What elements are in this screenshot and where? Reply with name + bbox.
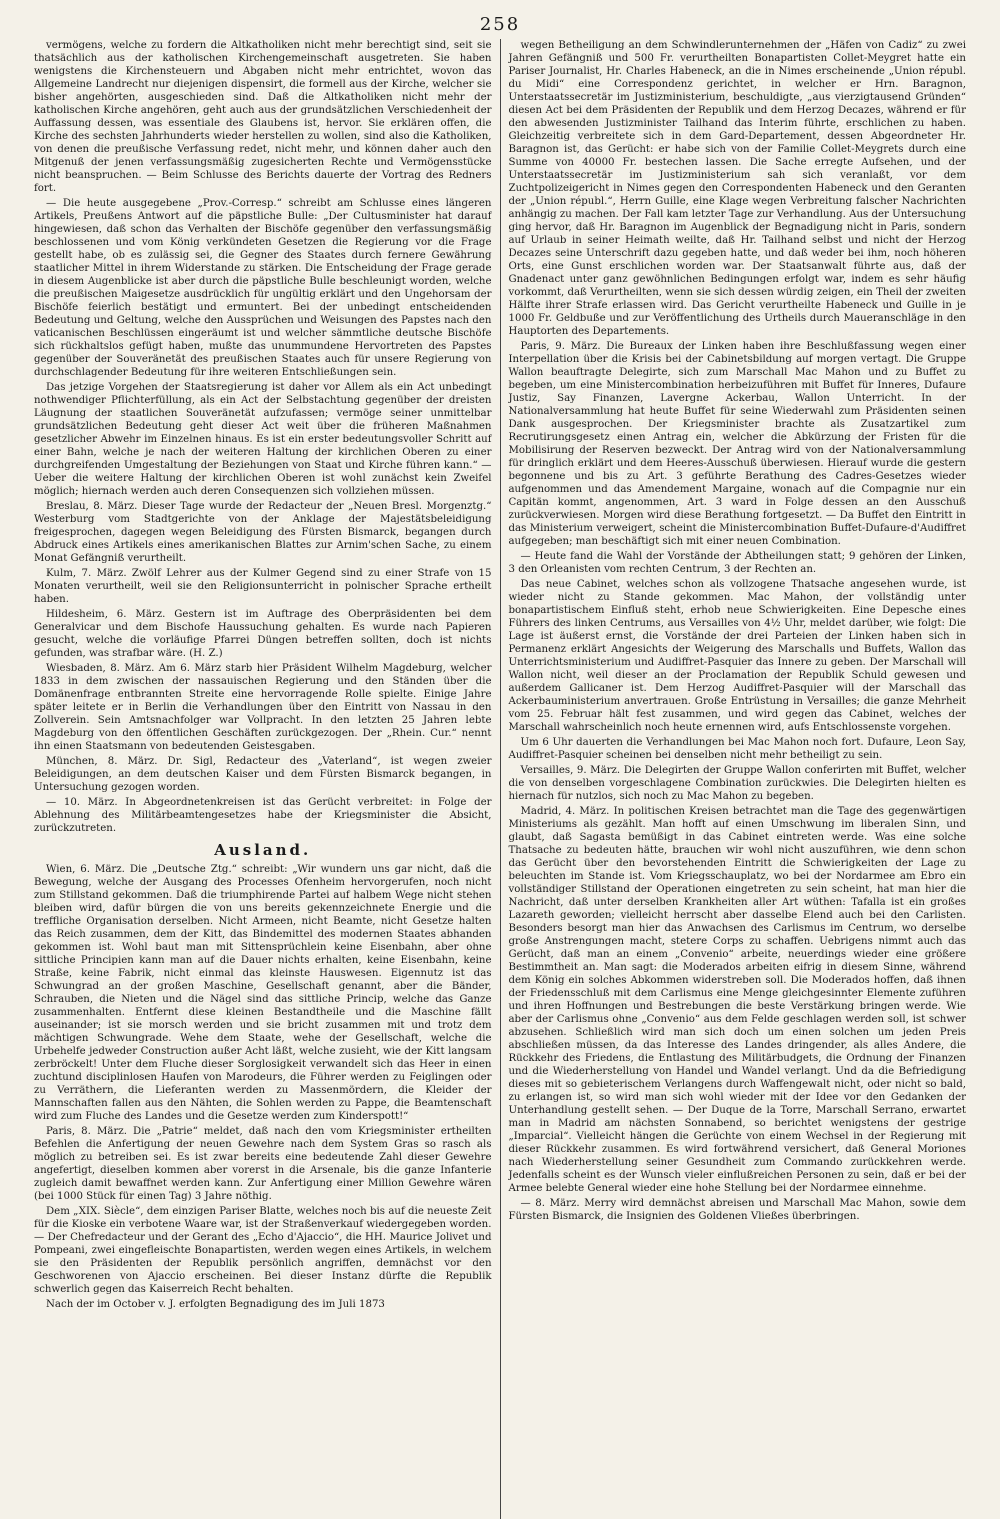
paragraph: — 10. März. In Abgeordnetenkreisen ist das Gerücht verbreitet: in Folge der Ablehnung des Militärbeamtengesetzes habe der Kriegsminister die Absicht, zurückzutreten. bbox=[34, 797, 492, 834]
paragraph: — Heute fand die Wahl der Vorstände der Abtheilungen statt; 9 gehören der Linken, 3 den Orleanisten vom rechten Centrum, 3 der Rechten an. bbox=[508, 551, 966, 575]
paragraph: Madrid, 4. März. In politischen Kreisen betrachtet man die Tage des gegenwärtigen Ministeriums als gezählt. Man hofft auf einen Umschwung im liberalen Sinn, und glaubt, daß Sagasta bemüßigt in das Cabinet eintreten werde. Was eine solche Thatsache zu bedeuten hätte, brauchen wir wohl nicht auszuführen, wie denn schon das Gerücht über den bevorstehenden Eintritt die Schwierigkeiten der Lage zu beleuchten im Stande ist. Vom Kriegsschauplatz, wo bei der Nordarmee am Ebro ein vollständiger Stillstand der Operationen eingetreten zu sein scheint, hat man hier die Nachricht, daß unter derselben Krankheiten aller Art wüthen: Tafalla ist ein großes Lazareth geworden; vielleicht herrscht aber dasselbe Elend auch bei den Carlisten. Besonders besorgt man hier das Anwachsen des Carlismus im Centrum, wo derselbe große Anstrengungen macht, stetere Corps zu schaffen. Uebrigens nimmt auch das Gerücht, daß man an einem „Convenio“ arbeite, neuerdings wieder eine größere Bestimmtheit an. Man sagt: die Moderados arbeiten eifrig in diesem Sinne, während dem König ein solches Abkommen widerstreben soll. Die Moderados hoffen, daß ihnen der Friedensschluß mit dem Carlismus eine Menge gleichgesinnter Elemente zuführen und ihren Hoffnungen und Bestrebungen die beste Verstärkung bringen werde. Wie aber der Carlismus ohne „Convenio“ aus dem Felde geschlagen werden soll, ist schwer abzusehen. Schließlich wird man sich doch um einen solchen um jeden Preis abschließen müssen, da das Interesse des Landes dringender, als alles Andere, die Rückkehr des Friedens, die Entlastung des Militärbudgets, die Ordnung der Finanzen und die Wiederherstellung von Handel und Wandel verlangt. Und da die Befriedigung dieses mit so gebieterischem Verlangens durch Waffengewalt nicht, oder nicht so bald, zu erlangen ist, so wird man sich wohl wieder mit der Idee vor den Gedanken der Unterhandlung gestellt sehen. — Der Duque de la Torre, Marschall Serrano, erwartet man in Madrid am nächsten Sonnabend, so berichtet wenigstens der gestrige „Imparcial“. Vielleicht hängen die Gerüchte von einem Wechsel in der Regierung mit dieser Rückkehr zusammen. Es wird fortwährend versichert, daß General Moriones nach Wiederherstellung seiner Gesundheit zum Commando zurückkehren werde. Jedenfalls scheint es der Wunsch vieler einflußreichen Personen zu sein, daß er bei der Armee belebte General wieder eine hohe Stellung bei der Nordarmee einnehme. bbox=[508, 806, 966, 1194]
paragraph: — Die heute ausgegebene „Prov.-Corresp.“ schreibt am Schlusse eines längeren Artikels, Preußens Antwort auf die päpstliche Bulle: „Der Cultusminister hat darauf hingewiesen, daß schon das Verhalten der Bischöfe gegenüber den verfassungsmäßig beschlossenen und vom König verkündeten Gesetzen die Regierung vor die Frage gestellt habe, ob es zulässig sei, die Gegner des Staates durch fernere Gewährung staatlicher Mittel in ihrem Widerstande zu stärken. Die Entscheidung der Frage gerade in diesem Augenblicke ist aber durch die päpstliche Bulle beschleunigt worden, welche die preußischen Maigesetze ausdrücklich für ungültig erklärt und den Ungehorsam der Bischöfe feierlich bestätigt und ermuntert. Bei der unbedingt entscheidenden Bedeutung und Geltung, welche den Aussprüchen und Weisungen des Papstes nach den vaticanischen Beschlüssen eingeräumt ist und welcher sämmtliche deutsche Bischöfe sich rückhaltslos gefügt haben, mußte das unummundene Hervortreten des Papstes gegenüber der Souveränetät des preußischen Staates auch für unsere Regierung von durchschlagender Bedeutung für ihre weiteren Entschließungen sein. bbox=[34, 198, 492, 378]
paragraph: — 8. März. Merry wird demnächst abreisen und Marschall Mac Mahon, sowie dem Fürsten Bismarck, die Insignien des Goldenen Vließes überbringen. bbox=[508, 1198, 966, 1222]
paragraph: Dem „XIX. Siècle“, dem einzigen Pariser Blatte, welches noch bis auf die neueste Zeit für die Kioske ein verbotene Waare war, ist der Straßenverkauf wiedergegeben worden. — Der Chefredacteur und der Gerant des „Echo d'Ajaccio“, die HH. Maurice Jolivet und Pompeani, zwei eingefleischte Bonapartisten, werden wegen eines Artikels, in welchem sie den Präsidenten der Republik persönlich angriffen, demnächst vor den Geschworenen von Ajaccio erscheinen. Bei dieser Instanz dürfte die Republik schwerlich gegen das Kaiserreich Recht behalten. bbox=[34, 1206, 492, 1295]
paragraph: wegen Betheiligung an dem Schwindlerunternehmen der „Häfen von Cadiz“ zu zwei Jahren Gefängniß und 500 Fr. verurtheilten Bonapartisten Collet-Meygret hatte ein Pariser Journalist, Hr. Charles Habeneck, an die in Nimes erscheinende „Union républ. du Midi“ eine Correspondenz gerichtet, in welcher er Hrn. Baragnon, Unterstaatssecretär im Justizministerium, beschuldigte, „aus vierzigtausend Gründen“ diesen Act bei dem Präsidenten der Republik und dem Herzog Decazes, während er für den abwesenden Justizminister Tailhand das Interim führte, erschlichen zu haben. Gleichzeitig verbreitete sich in dem Gard-Departement, dessen Abgeordneter Hr. Baragnon ist, das Gerücht: er habe sich von der Familie Collet-Meygrets durch eine Summe von 40000 Fr. bestechen lassen. Die Sache erregte Aufsehen, und der Unterstaatssecretär im Justizministerium sah sich veranlaßt, vor dem Zuchtpolizeigericht in Nimes gegen den Correspondenten Habeneck und den Geranten der „Union républ.“, Herrn Guille, eine Klage wegen Verbreitung falscher Nachrichten anhängig zu machen. Der Fall kam letzter Tage zur Verhandlung. Aus der Untersuchung ging hervor, daß Hr. Baragnon im Augenblick der Begnadigung nicht in Paris, sondern auf Urlaub in seiner Heimath weilte, daß Hr. Tailhand selbst und nicht der Herzog Decazes seine Unterschrift dazu gegeben hatte, und daß weder bei ihm, noch höheren Orts, eine Gunst erschlichen worden war. Der Staatsanwalt führte aus, daß der Gnadenact unter ganz gewöhnlichen Bedingungen erfolgt war, indem es sehr häufig vorkommt, daß Verurtheilten, wenn sie sich dessen würdig zeigen, ein Theil der zweiten Hälfte ihrer Strafe erlassen wird. Das Gericht verurtheilte Habeneck und Guille in je 1000 Fr. Geldbuße und zur Veröffentlichung des Urtheils durch Maueranschläge in den Hauptorten des Departements. bbox=[508, 40, 966, 337]
paragraph: vermögens, welche zu fordern die Altkatholiken nicht mehr berechtigt sind, seit sie thatsächlich aus der katholischen Kirchengemeinschaft ausgetreten. Sie haben wenigstens die Kirchensteuern und Abgaben nicht mehr entrichtet, wovon das Allgemeine Landrecht nur diejenigen dispensirt, die formell aus der Kirche, welcher sie bisher angehörten, ausgeschieden sind. Daß die Altkatholiken nicht mehr der katholischen Kirche angehören, geht auch aus der grundsätzlichen Verschiedenheit der Auffassung dessen, was essentiale des Glaubens ist, hervor. Sie erklären offen, die Kirche des sechsten Jahrhunderts wieder herstellen zu wollen, sind also die Katholiken, von denen die preußische Verfassung redet, nicht mehr, und können daher auch den Mitgenuß der jenen verfassungsmäßig zugesicherten Rechte und Vermögensstücke nicht beanspruchen. — Beim Schlusse des Berichts dauerte der Vortrag des Redners fort. bbox=[34, 40, 492, 194]
left-column bbox=[34, 39, 492, 1519]
paragraph: Um 6 Uhr dauerten die Verhandlungen bei Mac Mahon noch fort. Dufaure, Leon Say, Audiffret-Pasquier scheinen bei denselben nicht mehr betheiligt zu sein. bbox=[508, 737, 966, 761]
column-rule bbox=[500, 39, 501, 1519]
paragraph: Paris, 9. März. Die Bureaux der Linken haben ihre Beschlußfassung wegen einer Interpellation über die Krisis bei der Cabinetsbildung auf morgen vertagt. Die Gruppe Wallon beauftragte Delegirte, sich zum Marschall Mac Mahon und zu Buffet zu begeben, um eine Ministercombination herbeizuführen mit Buffet für Inneres, Dufaure Justiz, Say Finanzen, Lavergne Ackerbau, Wallon Unterricht. In der Nationalversammlung hat heute Buffet für seine Wiederwahl zum Präsidenten seinen Dank ausgesprochen. Der Kriegsminister brachte als Zusatzartikel zum Recrutirungsgesetz einen Antrag ein, welcher die Abkürzung der Fristen für die Mobilisirung der Reserven bezweckt. Der Antrag wird von der Nationalversammlung für dringlich erklärt und dem Heeres-Ausschuß überwiesen. Hierauf wurde die gestern begonnene und bis zu Art. 3 geführte Berathung des Cadres-Gesetzes wieder aufgenommen und das Amendement Margaine, wonach auf die Compagnie nur ein Capitän kommt, angenommen, Art. 3 ward in Folge dessen an den Ausschuß zurückverwiesen. Morgen wird diese Berathung fortgesetzt. — Da Buffet den Eintritt in das Ministerium verweigert, scheint die Ministercombination Buffet-Dufaure-d'Audiffret aufgegeben; man beschäftigt sich mit einer neuen Combination. bbox=[508, 341, 966, 547]
right-column bbox=[508, 39, 966, 1519]
paragraph: Paris, 8. März. Die „Patrie“ meldet, daß nach den vom Kriegsminister ertheilten Befehlen die Anfertigung der neuen Gewehre nach dem System Gras so rasch als möglich zu betreiben sei. Es ist zwar bereits eine bedeutende Zahl dieser Gewehre angefertigt, dieselben kommen aber vorerst in die Arsenale, bis die ganze Infanterie zugleich damit bewaffnet werden kann. Zur Anfertigung einer Million Gewehre wären (bei 1000 Stück für einen Tag) 3 Jahre nöthig. bbox=[34, 1126, 492, 1202]
section-heading-ausland: Ausland. bbox=[214, 841, 312, 859]
paragraph: München, 8. März. Dr. Sigl, Redacteur des „Vaterland“, ist wegen zweier Beleidigungen, an dem deutschen Kaiser und dem Fürsten Bismarck begangen, in Untersuchung gezogen worden. bbox=[34, 756, 492, 793]
paragraph: Wien, 6. März. Die „Deutsche Ztg.“ schreibt: „Wir wundern uns gar nicht, daß die Bewegung, welche der Ausgang des Processes Ofenheim hervorgerufen, noch nicht zum Stillstand gekommen. Daß die triumphirende Partei auf halbem Wege nicht stehen bleiben wird, dafür bürgen die von uns bereits gekennzeichnete Energie und die treffliche Organisation derselben. Nicht Armeen, nicht Beamte, nicht Gesetze halten das Reich zusammen, dem der Kitt, das Bindemittel des modernen Staates abhanden gekommen ist. Wohl baut man mit Sittensprüchlein keine Eisenbahn, aber ohne sittliche Principien kann man auf die Dauer nichts erhalten, keine Eisenbahn, keine Straße, keine Fabrik, nicht einmal das kleinste Hauswesen. Eigennutz ist das Schwungrad an der großen Maschine, Gesellschaft genannt, aber die Bänder, Schrauben, die Nieten und die Nägel sind das sittliche Princip, welche das Ganze zusammenhalten. Entfernt diese kleinen Bestandtheile und die Maschine fällt auseinander; ist sie morsch werden und sie bricht zusammen mit und trotz dem mächtigen Schwungrade. Wehe dem Staate, wehe der Gesellschaft, welche die Urbehelfe jedweder Construction außer Acht läßt, welche zusieht, wie der Kitt langsam zerbröckelt! Unter dem Fluche dieser Sorglosigkeit verwandelt sich das Heer in einen zuchtund disciplinlosen Haufen von Marodeurs, die Führer werden zu Feiglingen oder zu Verräthern, die Lieferanten werden zu Massenmördern, die Kleider der Mannschaften fallen aus den Nähten, die Sohlen werden zu Pappe, die Beamtenschaft wird zum Fluche des Landes und die Gesetze werden zum Kinderspott!“ bbox=[34, 864, 492, 1122]
paragraph: Wiesbaden, 8. März. Am 6. März starb hier Präsident Wilhelm Magdeburg, welcher 1833 in dem zwischen der nassauischen Regierung und den Ständen über die Domänenfrage entbrannten Streite eine hervorragende Rolle spielte. Einige Jahre später leitete er in Berlin die Verhandlungen über den Eintritt von Nassau in den Zollverein. Sein Amtsnachfolger war Vollpracht. In den letzten 25 Jahren lebte Magdeburg von den öffentlichen Geschäften zurückgezogen. Der „Rhein. Cur.“ nennt ihn einen Staatsmann von bedeutenden Geistesgaben. bbox=[34, 663, 492, 752]
paragraph: Das jetzige Vorgehen der Staatsregierung ist daher vor Allem als ein Act unbedingt nothwendiger Pflichterfüllung, als ein Act der Selbstachtung gegenüber der dreisten Läugnung der staatlichen Souveränetät aufzufassen; vermöge seiner unmittelbar grundsätzlichen Bedeutung geht dieser Act weit über die früheren Maßnahmen gesetzlicher Abwehr im Einzelnen hinaus. Es ist ein erster bedeutungsvoller Schritt auf einer Bahn, welche je nach der weiteren Haltung der kirchlichen Oberen zu einer durchgreifenden Umgestaltung der Beziehungen von Staat und Kirche führen kann.“ — Ueber die weitere Haltung der kirchlichen Oberen ist wohl zunächst kein Zweifel möglich; hiernach werden auch deren Consequenzen sich vollziehen müssen. bbox=[34, 382, 492, 497]
page-number: 258 bbox=[479, 14, 521, 35]
paragraph: Hildesheim, 6. März. Gestern ist im Auftrage des Oberpräsidenten bei dem Generalvicar und dem Bischofe Haussuchung gehalten. Es wurde nach Papieren gesucht, welche die vorläufige Pfarrei Düngen betreffen sollten, doch ist nichts gefunden, was strafbar wäre. (H. Z.) bbox=[34, 609, 492, 659]
paragraph: Versailles, 9. März. Die Delegirten der Gruppe Wallon conferirten mit Buffet, welcher die von denselben vorgeschlagene Combination zurückwies. Die Delegirten hielten es hiernach für nutzlos, sich noch zu Mac Mahon zu begeben. bbox=[508, 765, 966, 802]
paragraph: Kulm, 7. März. Zwölf Lehrer aus der Kulmer Gegend sind zu einer Strafe von 15 Monaten verurtheilt, weil sie den Religionsunterricht in polnischer Sprache ertheilt haben. bbox=[34, 568, 492, 605]
columns bbox=[34, 39, 966, 1519]
paragraph: Breslau, 8. März. Dieser Tage wurde der Redacteur der „Neuen Bresl. Morgenztg.“ Westerburg vom Stadtgerichte von der Anklage der Majestätsbeleidigung freigesprochen, dagegen wegen Beleidigung des Fürsten Bismarck, begangen durch Abdruck eines Artikels eines amerikanischen Blattes zur Arnim'schen Sache, zu einem Monat Gefängniß verurtheilt. bbox=[34, 501, 492, 564]
paragraph: Nach der im October v. J. erfolgten Begnadigung des im Juli 1873 bbox=[46, 1299, 385, 1310]
paragraph: Das neue Cabinet, welches schon als vollzogene Thatsache angesehen wurde, ist wieder nicht zu Stande gekommen. Mac Mahon, der vollständig unter bonapartistischem Einfluß steht, erhob neue Schwierigkeiten. Eine Depesche eines Führers des linken Centrums, aus Versailles von 4½ Uhr, meldet darüber, wie folgt: Die Lage ist äußerst ernst, die Vorstände der drei Parteien der Linken haben sich in Permanenz erklärt Angesichts der Weigerung des Marschalls und Buffets, Wallon das Unterrichtsministerium und Audiffret-Pasquier das Innere zu geben. Der Marschall will Wallon nicht, weil dieser an der Proclamation der Republik Schuld gewesen und außerdem Gallicaner ist. Dem Herzog Audiffret-Pasquier will der Marschall das Ackerbauministerium anvertrauen. Große Entrüstung in Versailles; die ganze Mehrheit vom 25. Februar hält fest zusammen, und wird gegen das Cabinet, welches der Marschall wahrscheinlich noch heute ernennen wird, aufs Entschlossenste vorgehen. bbox=[508, 579, 966, 733]
